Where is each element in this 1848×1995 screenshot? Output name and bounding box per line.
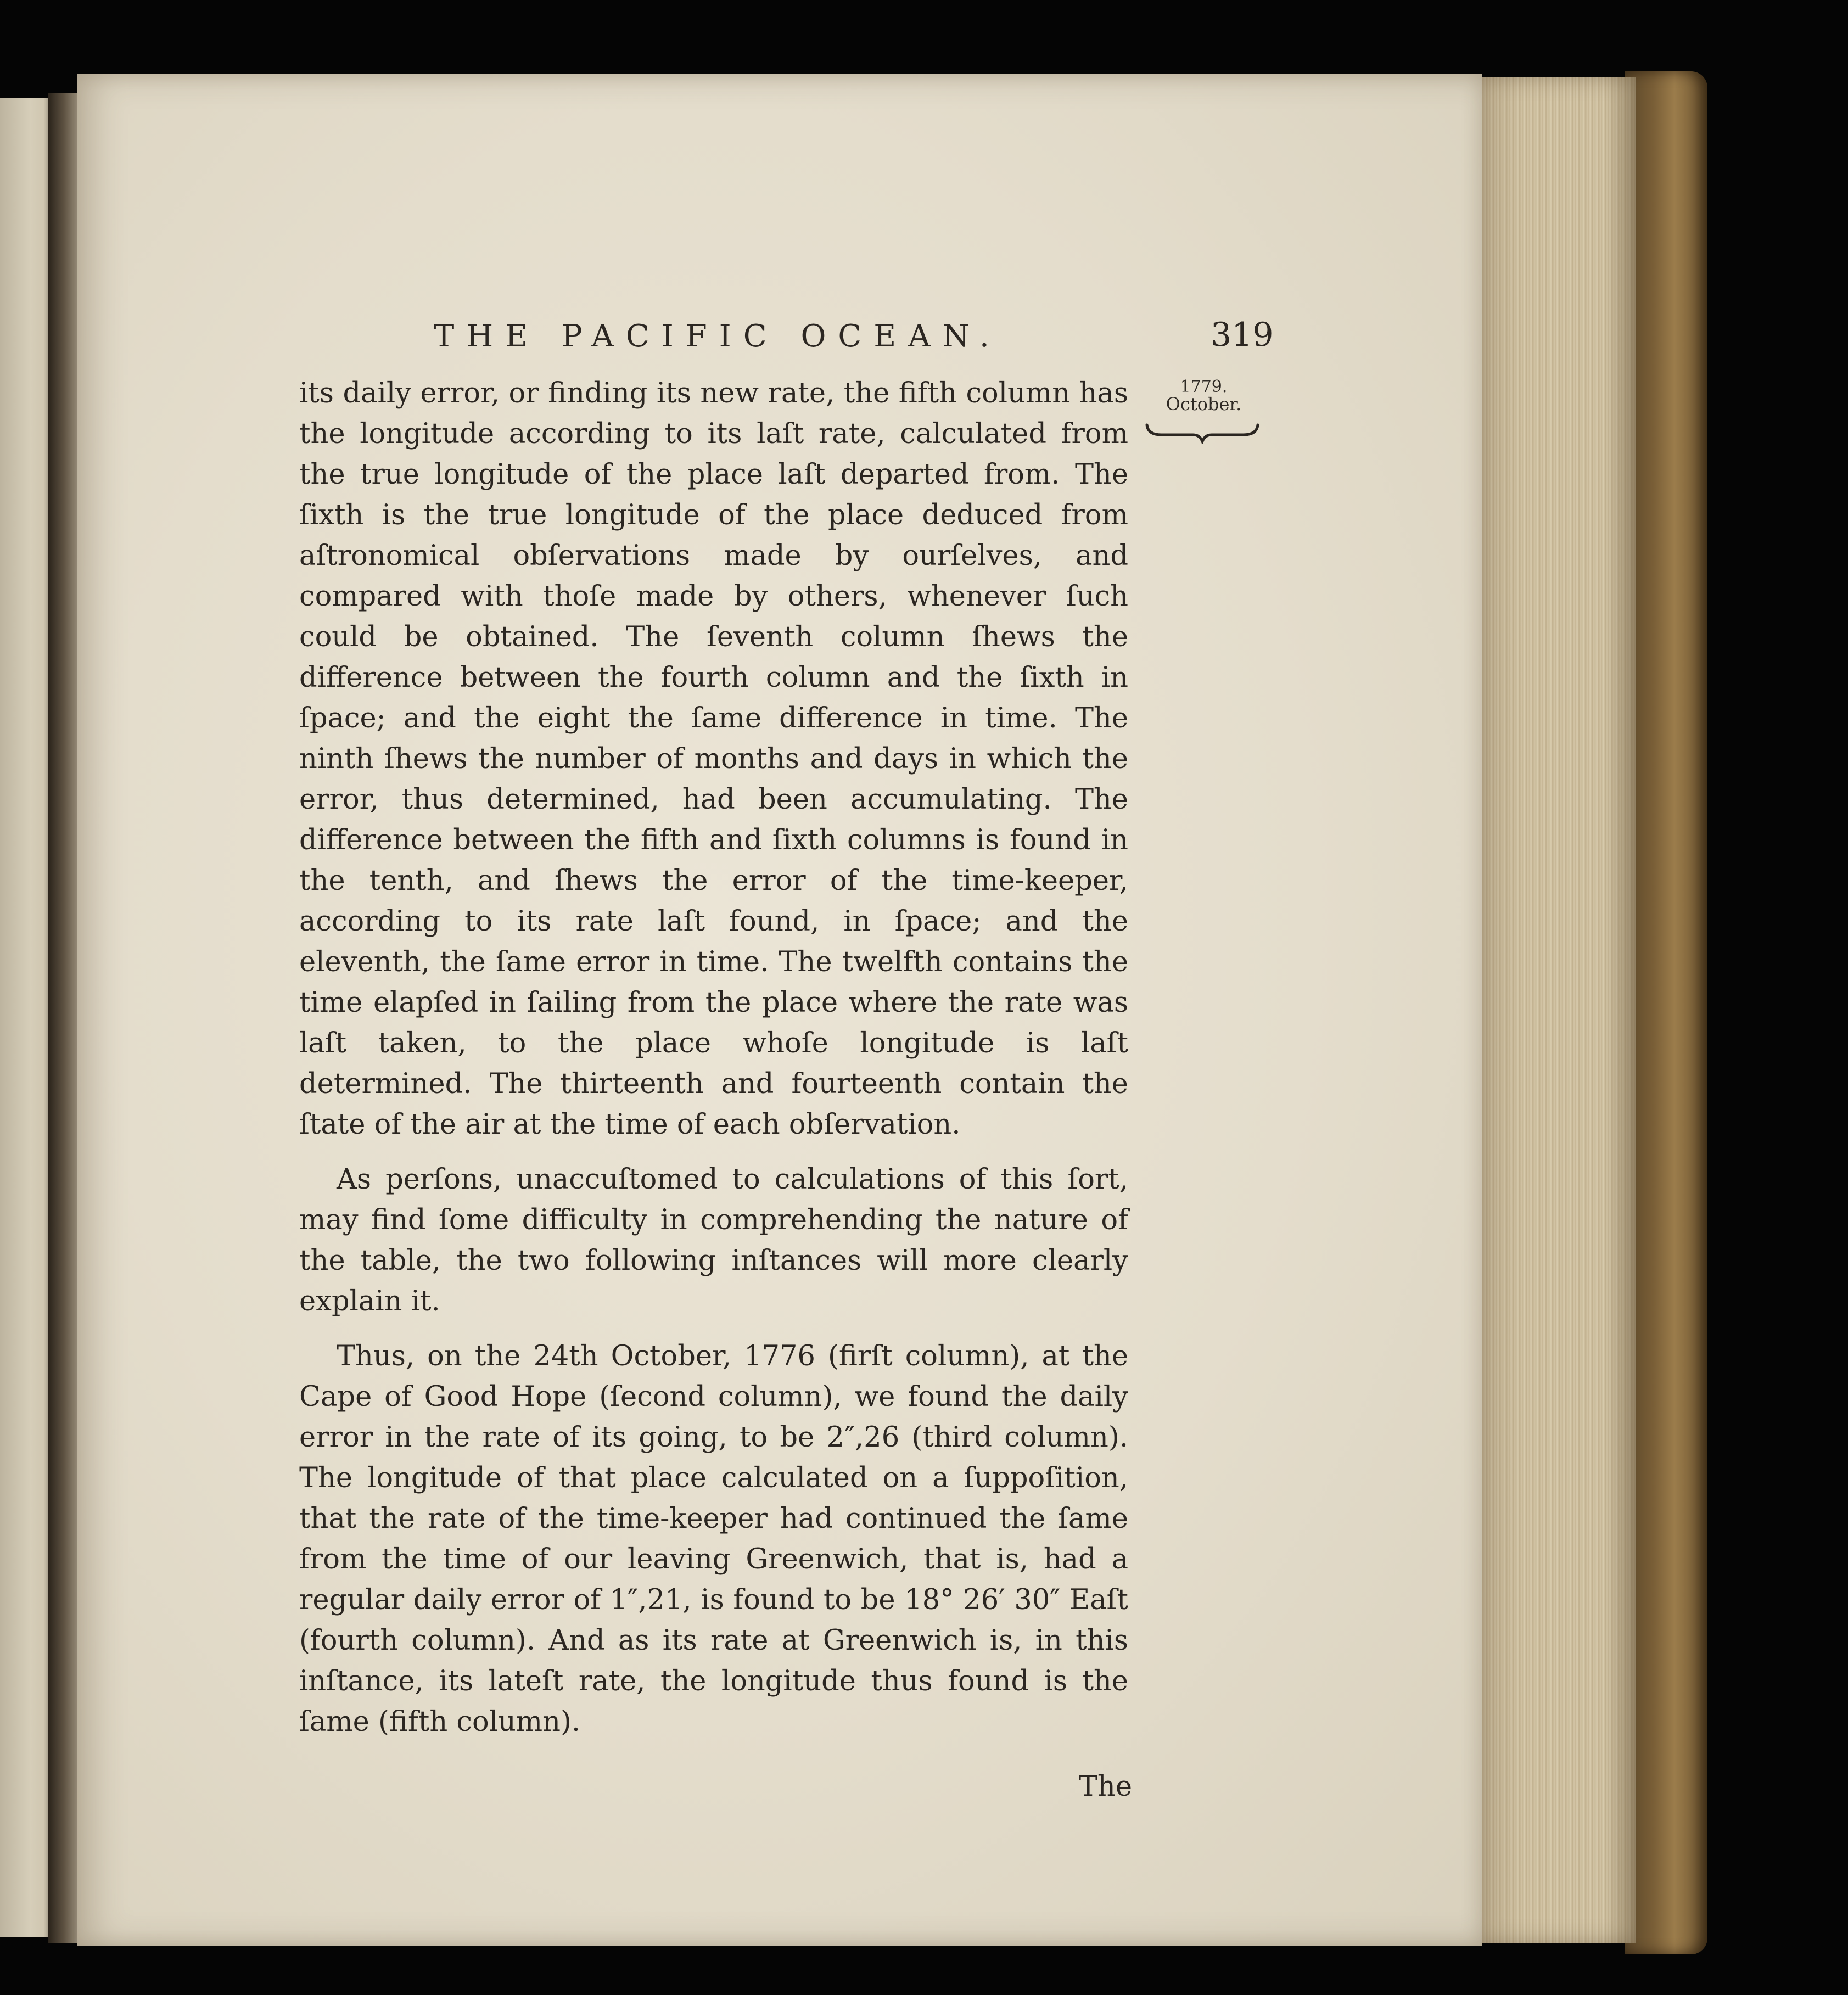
margin-date-note — [1153, 379, 1255, 413]
paragraph-3: Thus, on the 24th October, 1776 (firſt column), at the Cape of Good Hope (ſecond column), we found the daily error in the rate of its going, to be 2″,26 (third column). The longitude of that place calculated on a ſuppoſition, that the rate of the time-keeper had continued the ſame from the time of our leaving Greenwich, that is, had a regular daily error of 1″,21, is found to be 18° 26′ 30″ Eaſt (fourth column). And as its rate at Greenwich is, in this inſtance, its lateſt rate, the longitude thus found is the ſame (fifth column). — [299, 1340, 1128, 1738]
previous-page-edge — [0, 98, 55, 1937]
page-number: 319 — [1211, 316, 1274, 354]
margin-year: 1779. — [1180, 377, 1228, 396]
leather-cover — [1625, 71, 1707, 1954]
page-block-fore-edge — [1477, 77, 1636, 1943]
running-head: THE PACIFIC OCEAN. — [434, 318, 1001, 354]
catchword: The — [1079, 1770, 1133, 1803]
paragraph-2: As perſons, unaccuſtomed to calculations of this ſort, may find ſome difficulty in comprehending the nature of the table, the two following inſtances will more clearly explain it. — [299, 1163, 1128, 1318]
margin-brace-icon — [1145, 422, 1260, 444]
page-body — [299, 373, 1128, 1742]
paragraph-1: its daily error, or finding its new rate, the fifth column has the longitude according to its laſt rate, calculated from the true longitude of the place laſt departed from. The ſixth is the true longitude of the place deduced from aſtronomical obſervations made by ourſelves, and compared with thoſe made by others, whenever ſuch could be obtained. The ſeventh column ſhews the difference between the fourth column and the ſixth in ſpace; and the eight the ſame difference in time. The ninth ſhews the number of months and days in which the error, thus determined, had been accumulating. The difference between the fifth and ſixth columns is found in the tenth, and ſhews the error of the time-keeper, according to its rate laſt found, in ſpace; and the eleventh, the ſame error in time. The twelfth contains the time elapſed in ſailing from the place where the rate was laſt taken, to the place whoſe longitude is laſt determined. The thirteenth and fourteenth contain the ſtate of the air at the time of each obſervation. — [299, 377, 1128, 1141]
margin-month: October. — [1166, 394, 1242, 414]
